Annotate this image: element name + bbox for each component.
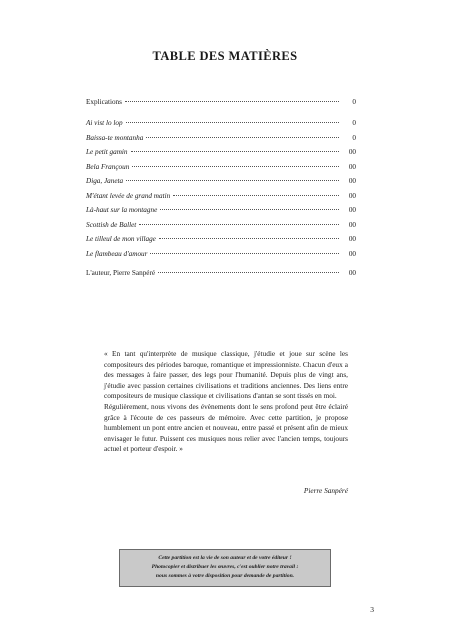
toc-entry-page: 00 [348, 269, 356, 277]
toc-entry-label: Le petit gamin [86, 148, 128, 156]
toc-entry-label: Diga, Janeta [86, 177, 124, 185]
toc-entry-label: Explications [86, 98, 122, 106]
toc-entry-label: Le flambeau d'amour [86, 249, 148, 258]
toc-entry-page: 0 [352, 98, 356, 106]
toc-entry-page: 00 [348, 148, 356, 156]
toc-leader-dots [173, 195, 339, 196]
notice-line: Cette partition est la vie de son auteur et de votre éditeur ! [158, 555, 292, 561]
toc-entry-page: 00 [348, 235, 356, 243]
toc-entry-label: Ai vist lo lop [86, 119, 123, 127]
toc-entry-label: L'auteur, Pierre Sanpéré [86, 269, 156, 277]
toc-entry[interactable] [86, 233, 356, 245]
toc-entry-label: Là-haut sur la montagne [86, 206, 158, 214]
page-number: 3 [370, 605, 374, 614]
toc-entry-page: 00 [348, 162, 356, 171]
toc-entry-page: 00 [348, 206, 356, 214]
copyright-notice-box [119, 549, 331, 587]
page-title: TABLE DES MATIÈRES [152, 49, 298, 63]
toc-leader-dots [139, 224, 339, 225]
toc-entry-page: 0 [352, 133, 356, 142]
toc-entry-page: 00 [348, 249, 356, 258]
toc-entry[interactable] [86, 117, 356, 129]
toc-leader-dots [131, 151, 339, 152]
toc-entry-label: Le tilleul de mon village [86, 235, 156, 243]
toc-entry[interactable] [86, 219, 356, 231]
toc-leader-dots [150, 253, 339, 254]
toc-entry[interactable] [86, 175, 356, 187]
toc-leader-dots [158, 272, 339, 273]
toc-entry-label: Bela Françoun [86, 162, 130, 171]
toc-entry-page: 00 [348, 220, 356, 229]
author-quote [104, 349, 348, 455]
toc-entry[interactable] [86, 96, 356, 108]
toc-entry-page: 00 [348, 191, 356, 200]
toc-entry-page: 00 [348, 177, 356, 185]
toc-leader-dots [160, 209, 339, 210]
toc-entry[interactable] [86, 146, 356, 158]
notice-line: nous sommes à votre disposition pour demande de partition. [155, 573, 295, 579]
toc-entry[interactable] [86, 204, 356, 216]
toc-entry[interactable] [86, 248, 356, 260]
toc-entry[interactable] [86, 161, 356, 173]
toc-entry[interactable] [86, 190, 356, 202]
quote-paragraph: « En tant qu'interprète de musique classique, j'étudie et joue sur scène les compositeurs des périodes baroque, romantique et impressionniste. Chacun d'eux a des messages à faire passer, des legs pour l'humanité. Depuis plus de vingt ans, j'étudie avec passion certaines civilisations et traditions anciennes. Des liens entre compositeurs de musique classique et civilisations d'antan se sont tissés en moi. [104, 349, 348, 401]
quote-signature: Pierre Sanpéré [303, 486, 348, 495]
toc-entry[interactable] [86, 132, 356, 144]
toc-entry-label: Baissa-te montanha [86, 133, 144, 142]
toc-entry-label: Scottish de Ballet [86, 220, 137, 229]
toc-leader-dots [125, 101, 339, 102]
toc-entry[interactable] [86, 267, 356, 279]
toc-leader-dots [126, 122, 339, 123]
toc-leader-dots [159, 238, 339, 239]
toc-leader-dots [126, 180, 339, 181]
toc-entry-page: 0 [352, 119, 356, 127]
notice-line: Photocopier et distribuer les œuvres, c'est oublier notre travail : [151, 564, 299, 570]
quote-paragraph: Régulièrement, nous vivons des évènements dont le sens profond peut être éclairé grâce à l'écoute de ces passeurs de mémoire. Avec cette partition, je propose humblement un pont entre ancien et nouveau, entre passé et présent afin de mieux envisager le futur. Puissent ces musiques nous relier avec l'ancien temps, toujours actuel et porteur d'espoir. » [104, 401, 348, 454]
toc-leader-dots [146, 137, 339, 138]
toc-entry-label: M'étant levée de grand matin [86, 191, 171, 200]
toc-leader-dots [132, 166, 339, 167]
